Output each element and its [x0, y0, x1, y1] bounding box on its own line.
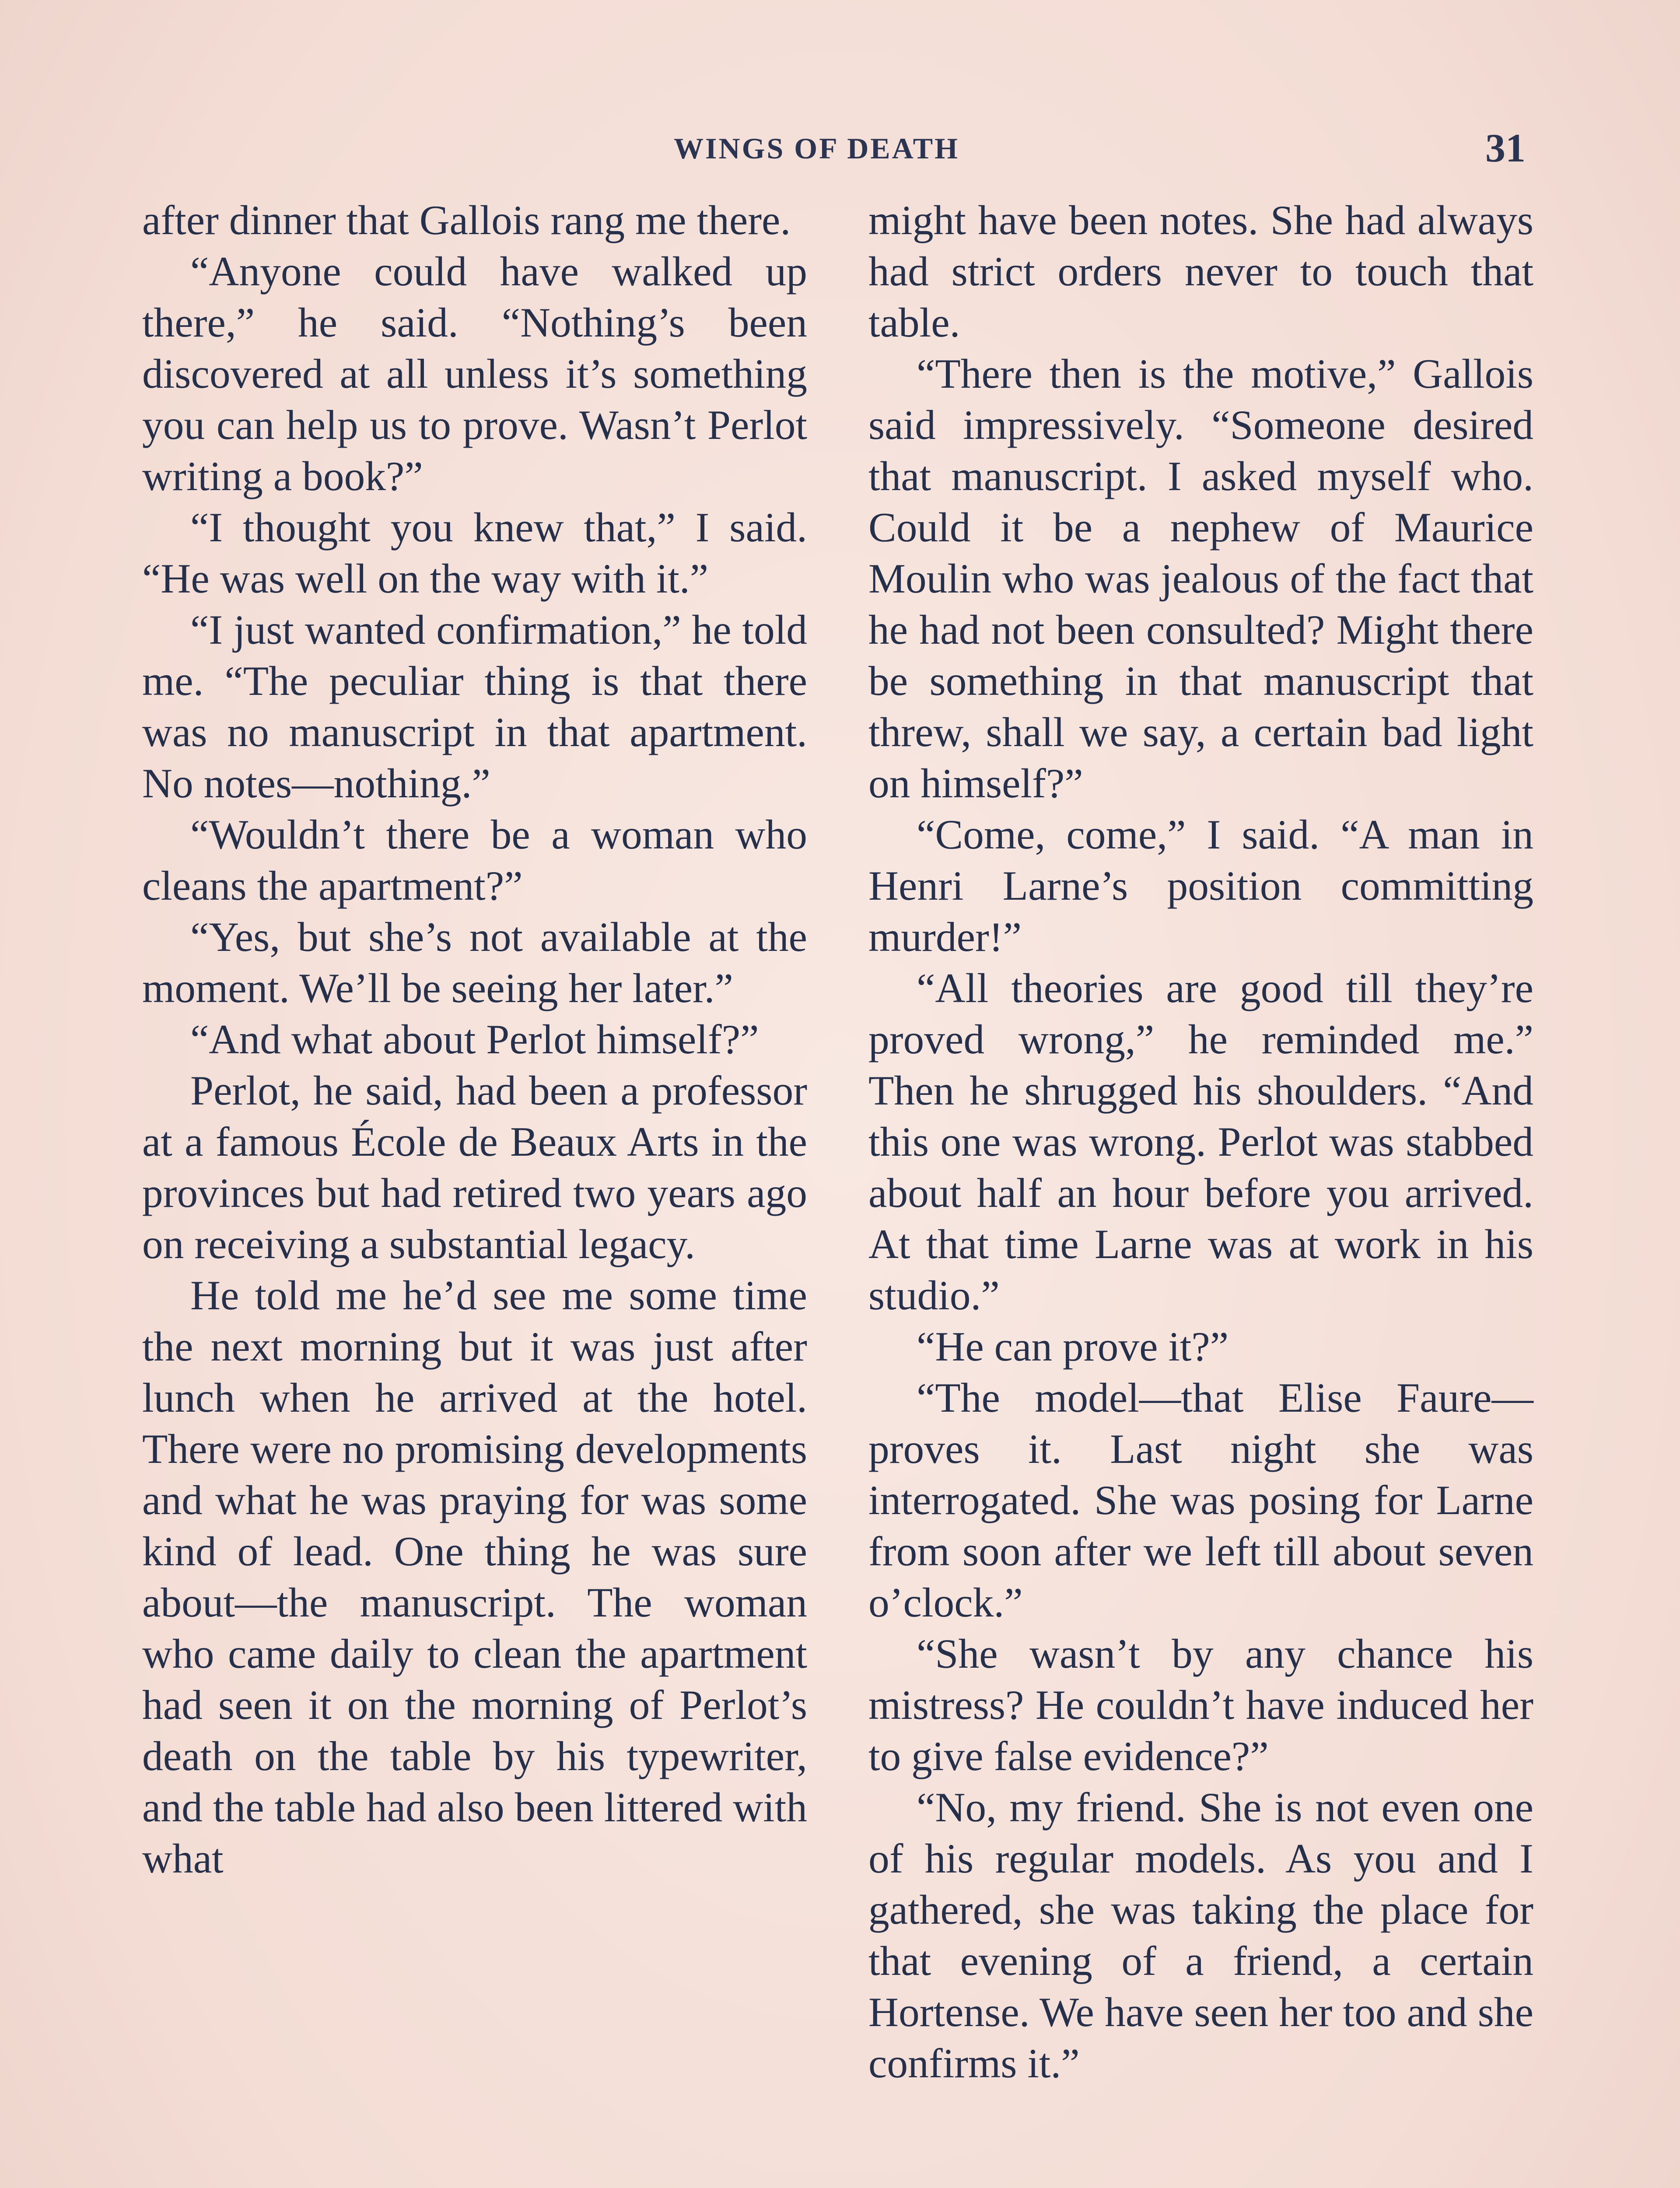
left-column — [142, 195, 807, 1884]
paragraph: “There then is the motive,” Gallois said impressively. “Someone desired that manuscript. I asked myself who. Could it be a nephew of Maurice Moulin who was jealous of the fact that he had not been consulted? Might there be something in that manuscript that threw, shall we say, a certain bad light on himself?” — [868, 351, 1533, 806]
paragraph: “She wasn’t by any chance his mistress? He couldn’t have induced her to give false evidence?” — [868, 1630, 1533, 1779]
paragraph: Perlot, he said, had been a professor at a famous École de Beaux Arts in the provinces but had retired two years ago on receiving a substantial legacy. — [142, 1067, 807, 1267]
paragraph: might have been notes. She had always had strict orders never to touch that table. — [868, 197, 1533, 346]
paragraph: He told me he’d see me some time the next morning but it was just after lunch when he arrived at the hotel. There were no promising developments and what he was praying for was some kind of lead. One thing he was sure about—the manuscript. The woman who came daily to clean the apartment had seen it on the morning of Perlot’s death on the table by his typewriter, and the table had also been littered with what — [142, 1272, 807, 1882]
paragraph: “The model—that Elise Faure—proves it. Last night she was interrogated. She was posing for Larne from soon after we left till about seven o’clock.” — [868, 1375, 1533, 1626]
paragraph: “Yes, but she’s not available at the moment. We’ll be seeing her later.” — [142, 914, 807, 1011]
paragraph: “All theories are good till they’re proved wrong,” he reminded me.” Then he shrugged his shoulders. “And this one was wrong. Perlot was stabbed about half an hour before you arrived. At that time Larne was at work in his studio.” — [868, 965, 1533, 1318]
paragraph: “Come, come,” I said. “A man in Henri Larne’s position committing murder!” — [868, 811, 1533, 960]
running-head: WINGS OF DEATH — [674, 132, 959, 165]
paragraph: “And what about Perlot himself?” — [190, 1016, 759, 1062]
right-column — [868, 195, 1533, 2089]
paragraph: “No, my friend. She is not even one of his regular models. As you and I gathered, she was taking the place for that evening of a friend, a certain Hortense. We have seen her too and she confirms it.” — [868, 1784, 1533, 2086]
paragraph: after dinner that Gallois rang me there. — [142, 197, 791, 243]
paragraph: “He can prove it?” — [917, 1323, 1229, 1370]
paragraph: “I thought you knew that,” I said. “He was well on the way with it.” — [142, 504, 807, 602]
page-number: 31 — [1485, 126, 1526, 170]
paragraph: “I just wanted confirmation,” he told me. “The peculiar thing is that there was no manuscript in that apartment. No notes—nothing.” — [142, 607, 807, 806]
paragraph: “Wouldn’t there be a woman who cleans the apartment?” — [142, 811, 807, 909]
paragraph: “Anyone could have walked up there,” he said. “Nothing’s been discovered at all unless it’s something you can help us to prove. Wasn’t Perlot writing a book?” — [142, 248, 807, 499]
